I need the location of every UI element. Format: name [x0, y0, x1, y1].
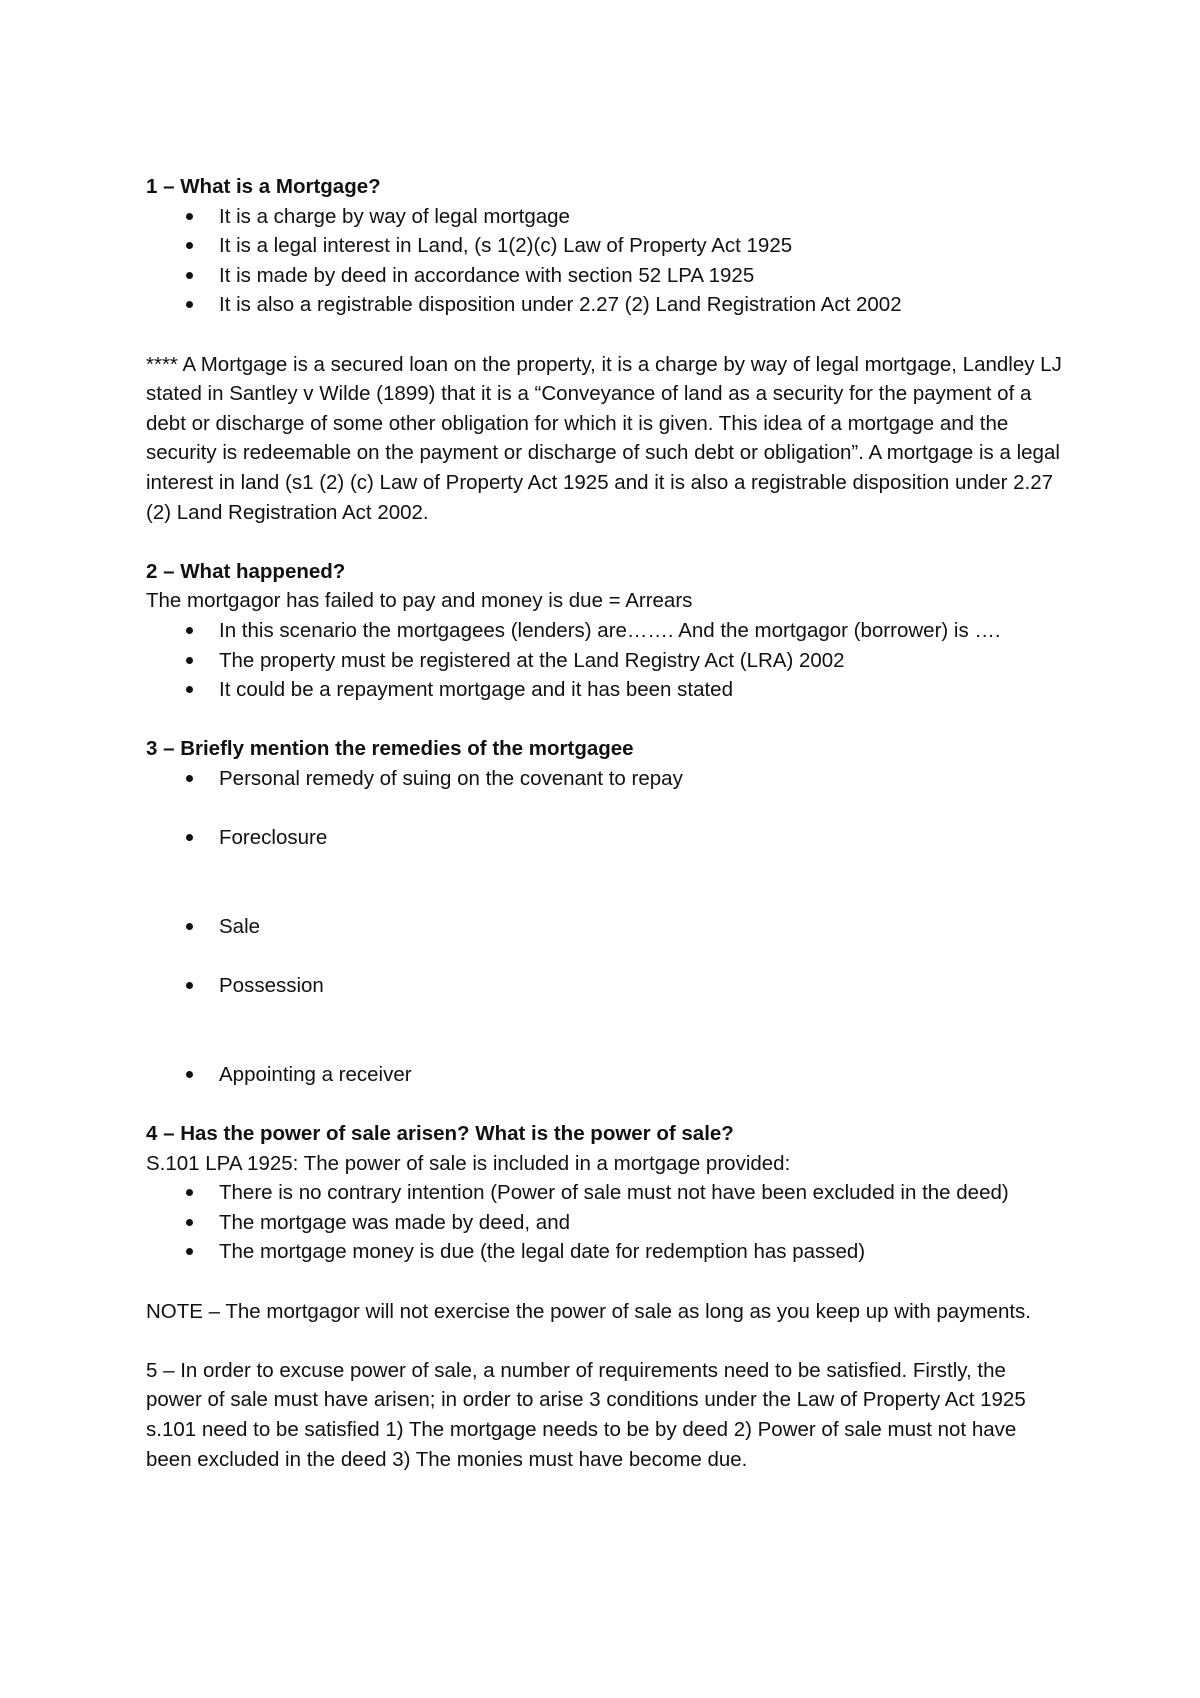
section-2-intro: The mortgagor has failed to pay and money is due = Arrears	[146, 589, 693, 613]
section-4-note: NOTE – The mortgagor will not exercise the power of sale as long as you keep up with payments.	[146, 1299, 1031, 1323]
section-1-paragraph: **** A Mortgage is a secured loan on the property, it is a charge by way of legal mortgage, Landley LJ stated in Santley v Wilde (1899) that it is a “Conveyance of land as a security for the payment of a debt or discharge of some other obligation for which it is given. This idea of a mortgage and the security is redeemable on the payment or discharge of such debt or obligation”. A mortgage is a legal interest in land (s1 (2) (c) Law of Property Act 1925 and it is also a registrable disposition under 2.27 (2) Land Registration Act 2002.	[146, 352, 1062, 524]
section-3-heading: 3 – Briefly mention the remedies of the mortgagee	[146, 737, 634, 761]
list-item: Sale	[146, 912, 1066, 942]
list-item: It is made by deed in accordance with section 52 LPA 1925	[146, 261, 1066, 291]
list-item: Appointing a receiver	[146, 1060, 1066, 1090]
list-item: It is also a registrable disposition under 2.27 (2) Land Registration Act 2002	[146, 290, 1066, 320]
list-item: It is a legal interest in Land, (s 1(2)(c) Law of Property Act 1925	[146, 231, 1066, 261]
list-item: The property must be registered at the Land Registry Act (LRA) 2002	[146, 646, 1066, 676]
list-spacer	[146, 853, 1066, 912]
section-4-list	[146, 1178, 1066, 1267]
section-5-paragraph: 5 – In order to excuse power of sale, a number of requirements need to be satisfied. Firstly, the power of sale must have arisen; in order to arise 3 conditions under the Law of Property Act 1925 s.101 need to be satisfied 1) The mortgage needs to be by deed 2) Power of sale must not have been excluded in the deed 3) The monies must have become due.	[146, 1358, 1026, 1471]
section-2-list	[146, 616, 1066, 705]
list-item: Personal remedy of suing on the covenant to repay	[146, 764, 1066, 794]
list-item: Foreclosure	[146, 823, 1066, 853]
list-spacer	[146, 941, 1066, 971]
list-item: There is no contrary intention (Power of sale must not have been excluded in the deed)	[146, 1178, 1066, 1208]
section-3-list	[146, 764, 1066, 1090]
section-1-heading: 1 – What is a Mortgage?	[146, 175, 381, 198]
list-item: It is a charge by way of legal mortgage	[146, 202, 1066, 232]
section-2-heading: 2 – What happened?	[146, 559, 346, 583]
list-item: The mortgage was made by deed, and	[146, 1208, 1066, 1238]
section-4-intro: S.101 LPA 1925: The power of sale is included in a mortgage provided:	[146, 1151, 791, 1175]
list-spacer	[146, 793, 1066, 823]
list-item: The mortgage money is due (the legal date for redemption has passed)	[146, 1237, 1066, 1267]
section-4-heading: 4 – Has the power of sale arisen? What is the power of sale?	[146, 1122, 734, 1145]
list-item: It could be a repayment mortgage and it has been stated	[146, 675, 1066, 705]
list-item: In this scenario the mortgagees (lenders) are……. And the mortgagor (borrower) is ….	[146, 616, 1066, 646]
section-1-list	[146, 202, 1066, 320]
document-page	[146, 172, 1066, 1474]
list-spacer	[146, 1001, 1066, 1060]
list-item: Possession	[146, 971, 1066, 1001]
